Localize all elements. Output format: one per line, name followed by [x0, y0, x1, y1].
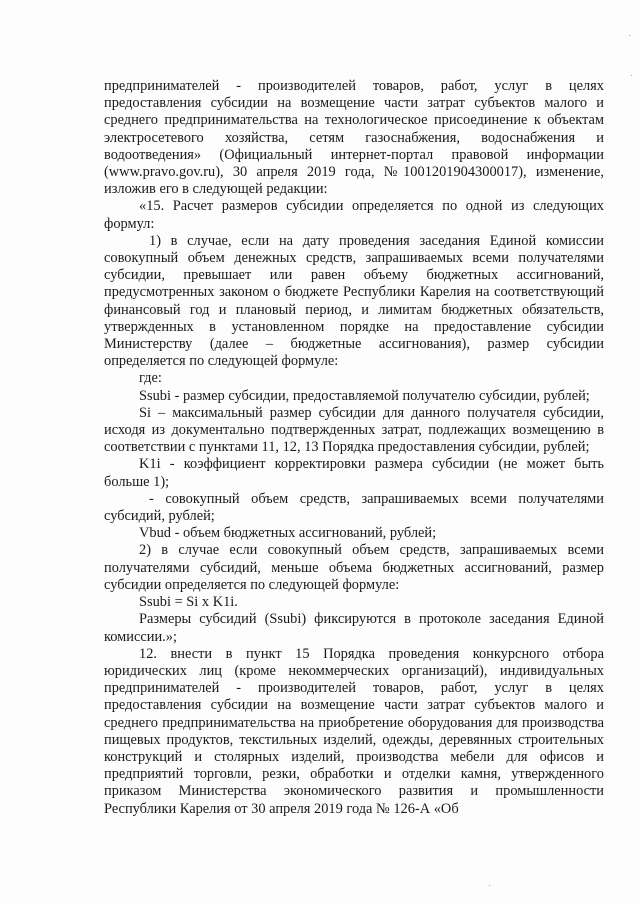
paragraph-def-k1i: K1i - коэффициент корректировки размера субсидии (не может быть больше 1);: [104, 456, 604, 490]
paragraph-item-12: 12. внести в пункт 15 Порядка проведения конкурсного отбора юридических лиц (кроме некоммерческих организаций), индивидуальных предпринимателей - производителей товаров, работ, услуг в целях предоставления субсидии на возмещение части затрат субъектов малого и среднего предпринимательства на приобретение оборудования для производства пищевых продуктов, текстильных изделий, одежды, деревянных строительных конструкций и столярных изделий, производства мебели для офисов и предприятий торговли, резки, обработки и отделки камня, утвержденного приказом Министерства экономического развития и промышленности Республики Карелия от 30 апреля 2019 года № 126-А «Об: [104, 645, 604, 817]
paragraph-case-2: 2) в случае если совокупный объем средств, запрашиваемых всеми получателями субсидий, меньше объема бюджетных ассигнований, размер субсидии определяется по следующей формуле:: [104, 542, 604, 593]
scan-mark: ·: [488, 880, 492, 891]
paragraph-def-total: - совокупный объем средств, запрашиваемых всеми получателями субсидий, рублей;: [104, 490, 604, 525]
paragraph-item-15: «15. Расчет размеров субсидии определяется по одной из следующих формул:: [104, 198, 604, 232]
paragraph-protocol: Размеры субсидий (Ssubi) фиксируются в протоколе заседания Единой комиссии.»;: [104, 611, 604, 645]
paragraph-formula: Ssubi = Si x K1i.: [139, 594, 238, 611]
scan-mark: ·: [630, 70, 634, 81]
paragraph-where: где:: [139, 370, 162, 387]
paragraph-intro: предпринимателей - производителей товаров, работ, услуг в целях предоставления субсидии на возмещение части затрат субъектов малого и среднего предпринимательства на технологическое присоединение к объектам электросетевого хозяйства, сетям газоснабжения, водоснабжения и водоотведения» (Официальный интернет-портал правовой информации (www.pravo.gov.ru), 30 апреля 2019 года, №1001201904300017), изменение, изложив его в следующей редакции:: [104, 78, 604, 198]
scan-mark: ·: [628, 30, 632, 41]
paragraph-def-si: Si – максимальный размер субсидии для данного получателя субсидии, исходя из документально подтвержденных затрат, подлежащих возмещению в соответствии с пунктами 11, 12, 13 Порядка предоставления субсидии, рублей;: [104, 404, 604, 456]
paragraph-case-1: 1) в случае, если на дату проведения заседания Единой комиссии совокупный объем денежных средств, запрашиваемых всеми получателями субсидии, превышает или равен объему бюджетных ассигнований, предусмотренных законом о бюджете Республики Карелия на соответствующий финансовый год и плановый период, и лимитам бюджетных обязательств, утвержденных в установленном порядке на предоставление субсидии Министерству (далее – бюджетные ассигнования), размер субсидии определяется по следующей формуле:: [104, 232, 604, 370]
document-body: [104, 78, 604, 818]
paragraph-def-ssubi: Ssubi - размер субсидии, предоставляемой получателю субсидии, рублей;: [139, 387, 590, 404]
paragraph-def-vbud: Vbud - объем бюджетных ассигнований, рублей;: [139, 525, 437, 542]
